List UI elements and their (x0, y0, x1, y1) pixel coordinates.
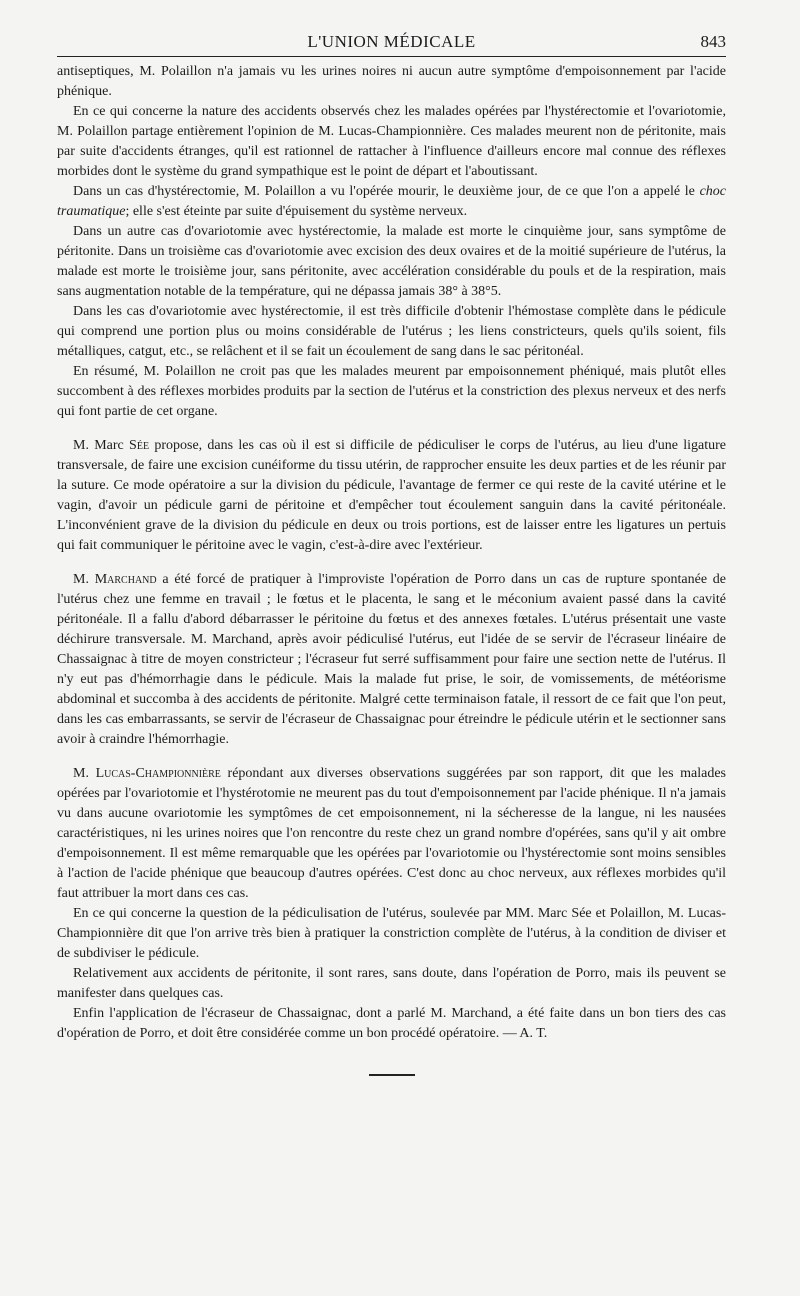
paragraph: Enfin l'application de l'écraseur de Chassaignac, dont a parlé M. Marchand, a été faite dans un bon tiers des cas d'opération de Porro, et doit être considérée comme un bon procédé opératoire. — A. T. (57, 1006, 726, 1041)
paragraph (57, 436, 726, 556)
paragraph (57, 764, 726, 904)
article-body (57, 57, 726, 1044)
paragraph: En résumé, M. Polaillon ne croit pas que les malades meurent par empoisonnement phéniqué, mais plutôt elles succombent à des réflexes morbides produits par la section de l'utérus et la constriction des plexus nerveux et des nerfs qui font partie de cet organe. (57, 364, 726, 419)
paragraph-text: Dans un cas d'hystérectomie, M. Polaillon a vu l'opérée mourir, le deuxième jour, de ce que l'on a appelé le (73, 184, 700, 199)
speaker-title: M. (73, 766, 96, 781)
paragraph-text: propose, dans les cas où il est si difficile de pédiculiser le corps de l'utérus, au lieu d'une ligature transversale, de faire une excision cunéiforme du tissu utérin, de rapprocher ensuite les deux parties et de les réunir par la suture. Ce mode opératoire a sur la division du pédicule, l'avantage de fermer ce qui reste de la cavité utérine et le vagin, d'avoir un pédicule garni de péritoine et d'empêcher tout écoulement sanguin dans la cavité péritonéale. L'inconvénient grave de la division du pédicule en deux ou trois portions, est de laisser entre les ligatures un pertuis qui fait communiquer le péritoine avec le vagin, c'est-à-dire avec l'extérieur. (57, 438, 726, 553)
paragraph-text: ; elle s'est éteinte par suite d'épuisement du système nerveux. (125, 204, 468, 219)
paragraph: Dans les cas d'ovariotomie avec hystérectomie, il est très difficile d'obtenir l'hémostase complète dans le pédicule qui comprend une portion plus ou moins considérable de l'utérus ; les liens constricteurs, quels qu'ils soient, fils métalliques, catgut, etc., se relâchent et il se fait un écoulement de sang dans le sac péritonéal. (57, 304, 726, 359)
speaker-name: Marchand (94, 572, 157, 587)
speaker-title: M. Marc (73, 438, 130, 453)
closing-rule (369, 1074, 415, 1076)
page-number: 843 (700, 32, 726, 51)
running-title: L'UNION MÉDICALE (307, 32, 476, 51)
paragraph: Relativement aux accidents de péritonite, il sont rares, sans doute, dans l'opération de Porro, mais ils peuvent se manifester dans quelques cas. (57, 966, 726, 1001)
page-header (57, 30, 726, 57)
paragraph: En ce qui concerne la nature des accidents observés chez les malades opérées par l'hystérectomie et l'ovariotomie, M. Polaillon partage entièrement l'opinion de M. Lucas-Championnière. Ces malades meurent non de péritonite, mais par suite d'accidents étranges, qu'il est rationnel de rattacher à l'influence d'ailleurs encore mal connue des réflexes morbides dont le système du grand sympathique est le point de départ et l'aboutissant. (57, 104, 726, 179)
speaker-name: Sée (129, 438, 150, 453)
paragraph: antiseptiques, M. Polaillon n'a jamais vu les urines noires ni aucun autre symptôme d'empoisonnement par l'acide phénique. (57, 64, 726, 99)
paragraph (57, 570, 726, 750)
speaker-name: Lucas-Championnière (95, 766, 221, 781)
paragraph (57, 182, 726, 222)
paragraph: Dans un autre cas d'ovariotomie avec hystérectomie, la malade est morte le cinquième jour, sans symptôme de péritonite. Dans un troisième cas d'ovariotomie avec excision des deux ovaires et de la moitié supérieure de l'utérus, la malade est morte le troisième jour, sans péritonite, avec accélération considérable du pouls et de la respiration, mais sans augmentation notable de la température, qui ne dépassa jamais 38° à 38°5. (57, 224, 726, 299)
paragraph-text: a été forcé de pratiquer à l'improviste l'opération de Porro dans un cas de rupture spontanée de l'utérus chez une femme en travail ; le fœtus et le placenta, le sang et le méconium avaient passé dans la cavité péritonéale. Il a fallu d'abord débarrasser le péritoine du fœtus et des annexes fœtales. L'utérus présentait une vaste déchirure transversale. M. Marchand, après avoir pédiculisé l'utérus, eut l'idée de se servir de l'écraseur linéaire de Chassaignac à titre de moyen constricteur ; l'écraseur fut serré suffisamment pour faire une section nette de l'utérus. Il n'y eut pas d'hémorrhagie dans le pédicule. Mais la malade fut prise, le soir, de vomissements, de météorisme abdominal et succomba à des accidents de péritonite. Malgré cette terminaison fatale, il ressort de ce fait que l'on peut, dans les cas embarrassants, se servir de l'écraseur de Chassaignac pour étreindre le pédicule utérin et le sectionner sans avoir à craindre l'hémorrhagie. (57, 572, 727, 747)
paragraph-text: répondant aux diverses observations suggérées par son rapport, dit que les malades opérées par l'ovariotomie et l'hystérotomie ne meurent pas du tout d'empoisonnement par l'acide phénique. Il n'a jamais vu dans aucune ovariotomie les symptômes de cet empoisonnement, ni la sécheresse de la langue, ni les nausées caractéristiques, ni les urines noires que l'on rencontre du reste chez un grand nombre d'opérées, sans qu'il y ait ombre d'empoisonnement. Il est même remarquable que les opérées par l'ovariotomie ou l'hystérectomie sont moins sensibles à l'action de l'acide phénique que beaucoup d'autres opérées. C'est donc au choc nerveux, aux réflexes morbides qu'il faut attribuer la mort dans ces cas. (57, 766, 727, 901)
paragraph: En ce qui concerne la question de la pédiculisation de l'utérus, soulevée par MM. Marc Sée et Polaillon, M. Lucas-Championnière dit que l'on arrive très bien à pratiquer la constriction complète de l'utérus, à la condition de diviser et de subdiviser le pédicule. (57, 906, 726, 961)
italic-term: choc traumatique (57, 184, 726, 219)
speaker-title: M. (73, 572, 95, 587)
